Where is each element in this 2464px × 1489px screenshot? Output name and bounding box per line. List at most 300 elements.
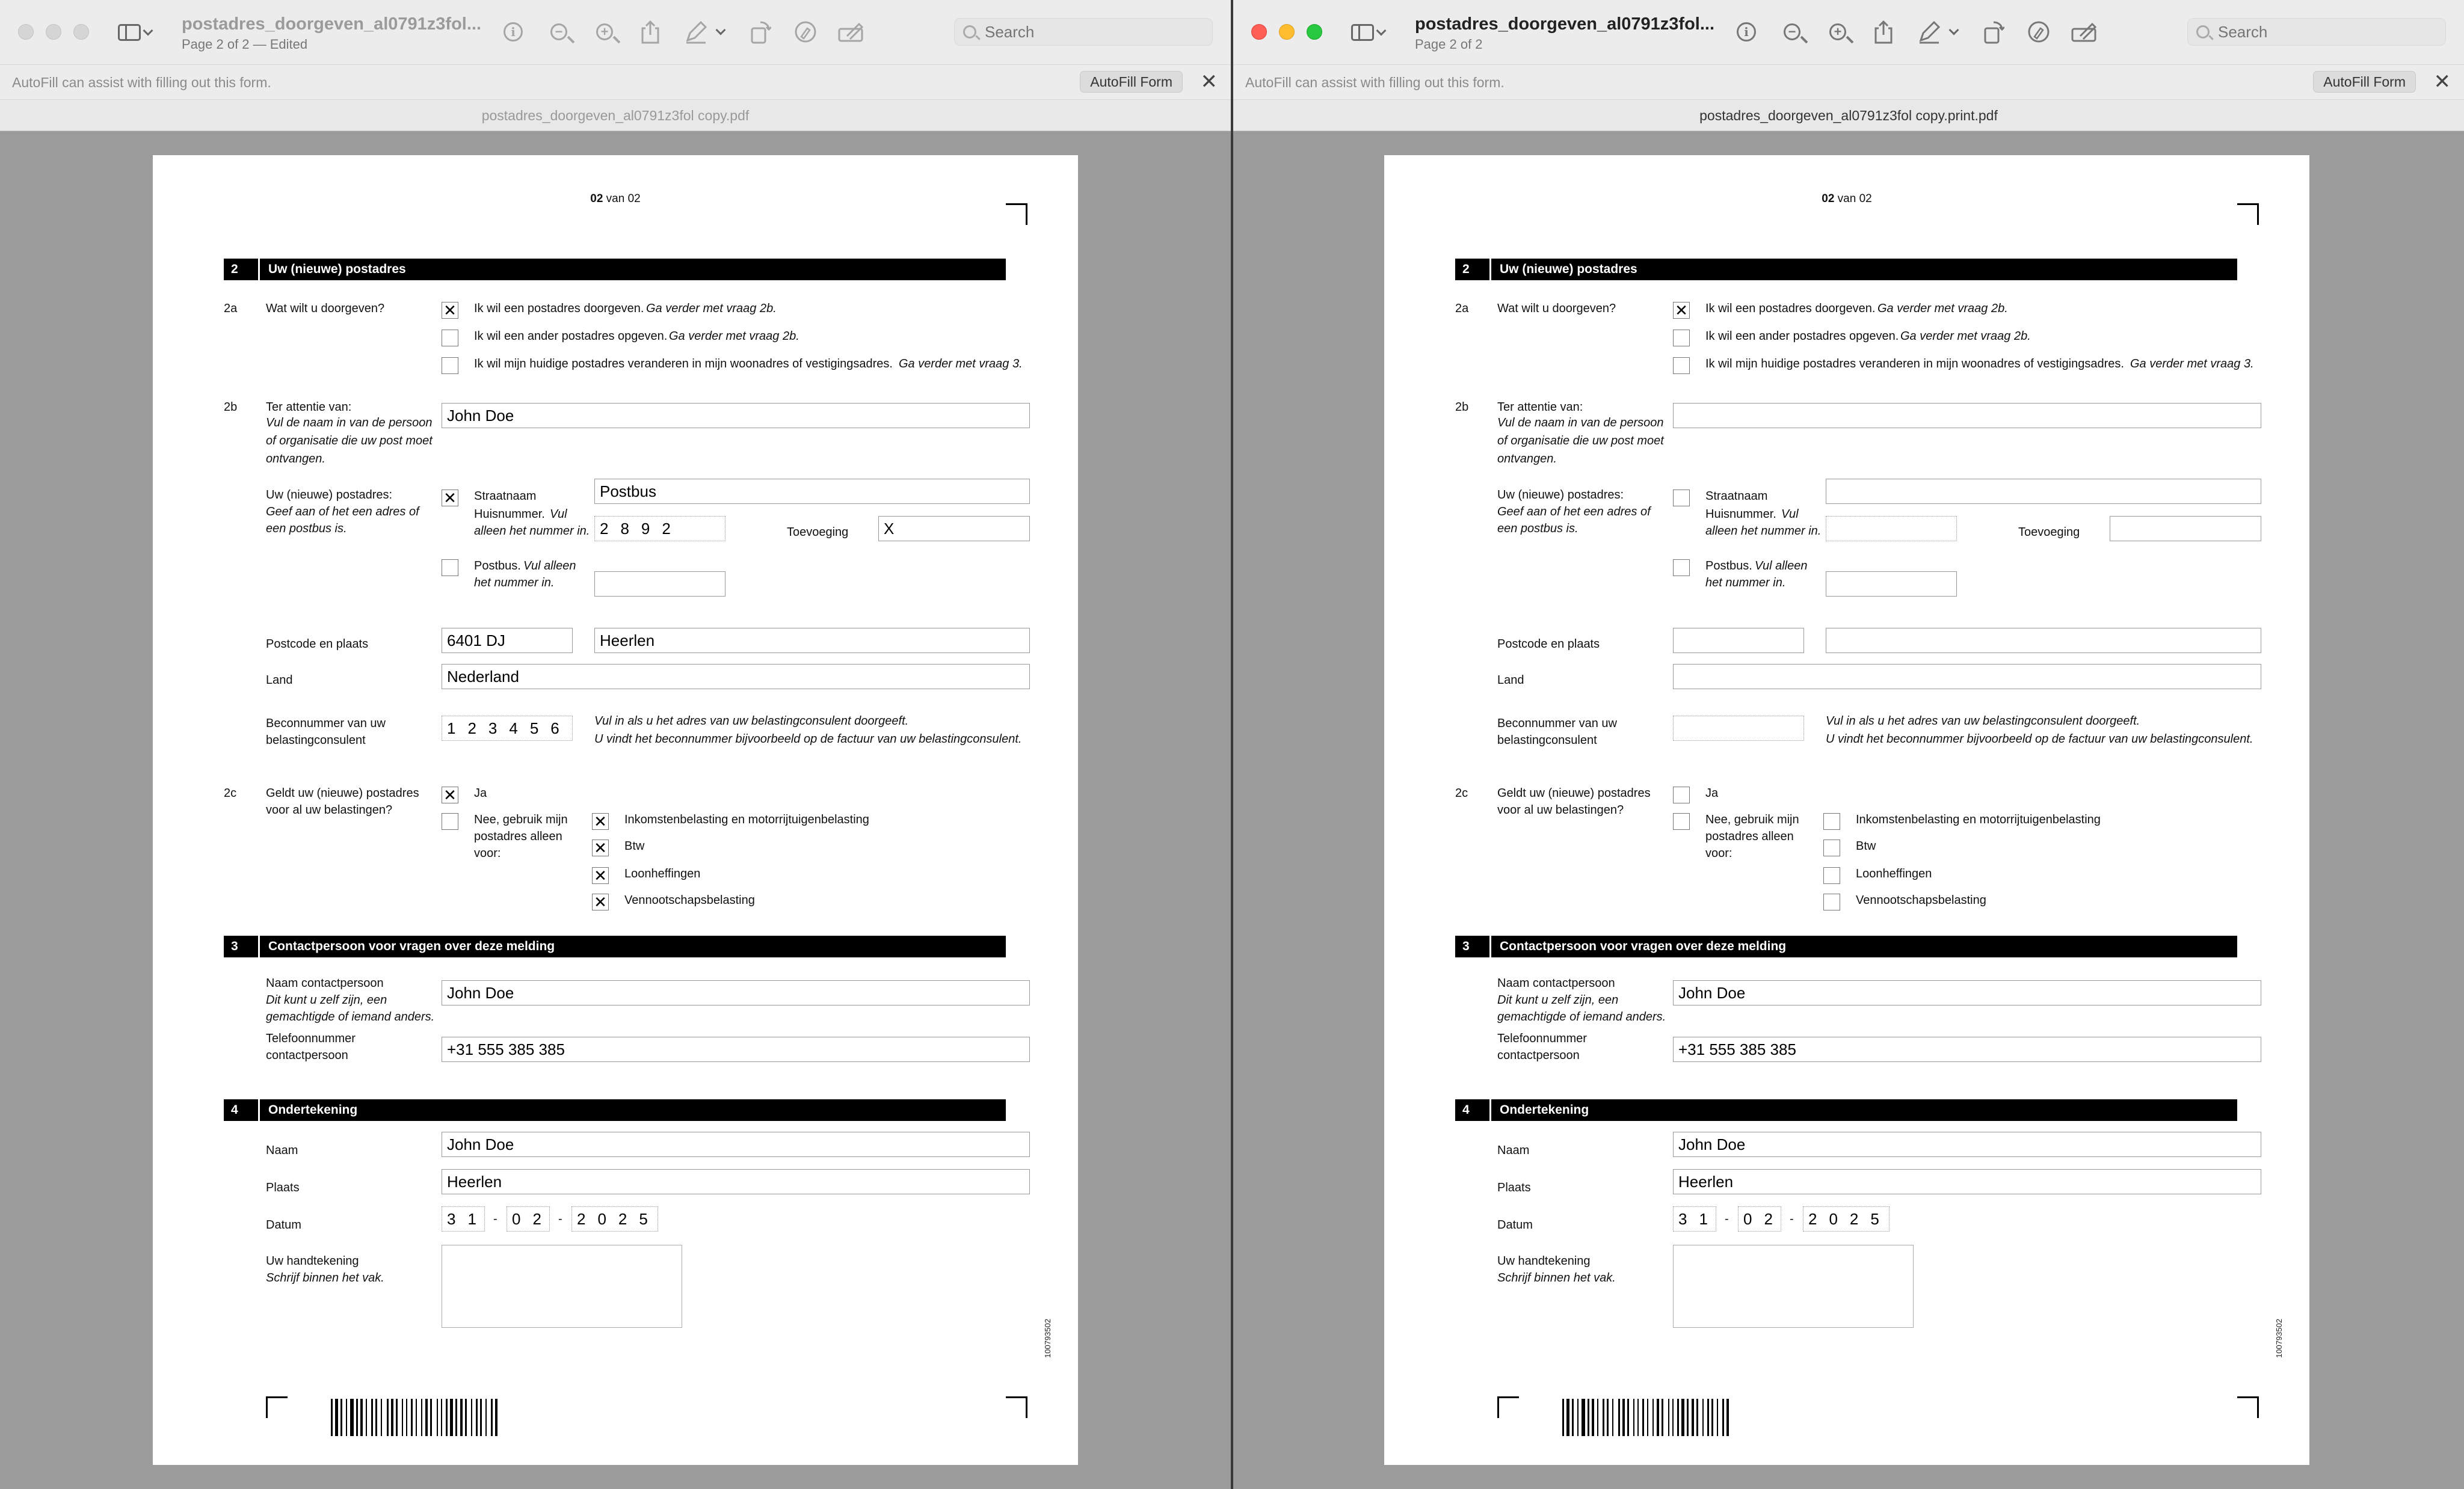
barcode-bar — [1687, 1399, 1689, 1436]
section-number: 4 — [224, 1099, 260, 1121]
form-label: Telefoonnummer — [266, 1032, 356, 1045]
search-icon — [2196, 25, 2210, 38]
land-field[interactable]: Nederland — [442, 664, 1030, 689]
close-icon[interactable]: ✕ — [2433, 70, 2451, 93]
form-label: Vul de naam in van de persoon — [266, 416, 433, 429]
form-label: Naam contactpersoon — [266, 977, 384, 990]
form-label: Postbus. — [1705, 559, 1752, 573]
pdf-page — [153, 155, 1078, 1465]
section-number: 3 — [224, 936, 260, 957]
toevoeging-field[interactable] — [2110, 516, 2261, 541]
form-label: Postcode en plaats — [1497, 637, 1600, 651]
form-fill-icon — [837, 20, 865, 43]
checkbox-nee[interactable] — [1673, 813, 1690, 830]
crop-mark — [2237, 1396, 2259, 1418]
document-subtitle: Page 2 of 2 — [1415, 37, 1483, 52]
form-label: Toevoeging — [787, 526, 849, 539]
barcode-bar — [335, 1399, 338, 1436]
form-label: Beconnummer van uw — [266, 717, 386, 730]
form-label: Postcode en plaats — [266, 637, 369, 651]
checkbox-straatnaam[interactable]: ✕ — [442, 490, 458, 506]
postcode-field[interactable]: 6401 DJ — [442, 628, 573, 653]
checkbox-vennootschapsbelasting[interactable]: ✕ — [592, 894, 609, 910]
date-month-field[interactable]: 02 — [507, 1206, 550, 1232]
form-label: Ja — [474, 787, 487, 800]
date-separator: - — [558, 1212, 562, 1226]
form-label: Geef aan of het een adres of — [266, 505, 419, 518]
form-label: een postbus is. — [266, 522, 347, 535]
page-number-current: 02 — [590, 192, 603, 205]
zoom-out-icon: − — [1784, 23, 1800, 40]
chevron-down-icon — [143, 26, 153, 36]
barcode-bar — [495, 1399, 497, 1436]
markup-pen-icon — [1917, 20, 1941, 44]
document-title: postadres_doorgeven_al0791z3fol... — [1415, 14, 1715, 34]
postcode-field[interactable] — [1673, 628, 1804, 653]
barcode-bar — [360, 1399, 363, 1436]
form-label: Plaats — [266, 1181, 300, 1194]
form-label: Uw handtekening — [1497, 1254, 1591, 1268]
rotate-icon — [1982, 20, 2004, 44]
question-number: 2a — [1455, 302, 1469, 315]
barcode-bar — [1627, 1399, 1629, 1436]
form-label: Ik wil mijn huidige postadres veranderen in mijn woonadres of vestigingsadres. — [1705, 357, 2124, 370]
search-field[interactable] — [954, 18, 1213, 46]
question-label: Wat wilt u doorgeven? — [266, 302, 385, 315]
straatnaam-field[interactable] — [1826, 479, 2261, 504]
checkbox-option-2[interactable] — [1673, 330, 1690, 346]
form-label: Ik wil een postadres doorgeven. — [1705, 302, 1876, 315]
annotate-button[interactable] — [792, 18, 819, 46]
crop-mark — [1006, 203, 1027, 225]
form-label: Geef aan of het een adres of — [1497, 505, 1651, 518]
form-label: Nee, gebruik mijn — [1705, 813, 1799, 826]
form-label: Huisnummer. — [1705, 508, 1776, 521]
barcode-bar — [331, 1399, 333, 1436]
form-label: Schrijf binnen het vak. — [1497, 1271, 1616, 1285]
beconnummer-field[interactable] — [1673, 716, 1804, 741]
search-input[interactable] — [985, 23, 1189, 41]
form-label: Uw handtekening — [266, 1254, 359, 1268]
barcode-bar — [1592, 1399, 1594, 1436]
form-label: U vindt het beconnummer bijvoorbeeld op de factuur van uw belastingconsulent. — [594, 732, 1022, 746]
barcode-bar — [1622, 1399, 1625, 1436]
section-title: Contactpersoon voor vragen over deze melding — [1500, 939, 1787, 953]
question-number: 2b — [224, 401, 238, 414]
barcode-bar — [1652, 1399, 1654, 1436]
form-label: Straatnaam — [474, 490, 537, 503]
form-label: U vindt het beconnummer bijvoorbeeld op de factuur van uw belastingconsulent. — [1826, 732, 2253, 746]
form-label: Vul alleen — [523, 559, 576, 573]
window-controls — [1251, 24, 1322, 40]
form-label: Beconnummer van uw — [1497, 717, 1617, 730]
document-filename: postadres_doorgeven_al0791z3fol copy.print.pdf — [1233, 100, 2464, 131]
zoom-in-icon: + — [596, 23, 613, 40]
form-label: het nummer in. — [474, 576, 555, 589]
info-button[interactable] — [499, 18, 527, 46]
document-titles — [182, 14, 482, 52]
form-label: een postbus is. — [1497, 522, 1578, 535]
barcode-bar — [1662, 1399, 1663, 1436]
zoom-window-button[interactable] — [73, 24, 89, 40]
preview-window-right[interactable] — [1233, 0, 2464, 1489]
date-month-field[interactable]: 02 — [1738, 1206, 1781, 1232]
form-label: Ga verder met vraag 2b. — [669, 330, 799, 343]
date-year-field[interactable]: 2025 — [571, 1206, 658, 1232]
form-label: Ga verder met vraag 2b. — [1900, 330, 2031, 343]
barcode-bar — [1603, 1399, 1604, 1436]
form-label: Geldt uw (nieuwe) postadres — [1497, 787, 1651, 800]
checkbox-option-3[interactable] — [1673, 357, 1690, 374]
form-label: Plaats — [1497, 1181, 1531, 1194]
crop-mark — [266, 1396, 288, 1418]
share-icon — [1873, 20, 1894, 44]
barcode-bar — [421, 1399, 422, 1436]
form-label: ontvangen. — [1497, 452, 1557, 465]
close-icon[interactable]: ✕ — [1200, 70, 1218, 93]
checkbox-straatnaam[interactable] — [1673, 490, 1690, 506]
form-label: Uw (nieuwe) postadres: — [1497, 488, 1624, 502]
barcode — [1562, 1399, 1761, 1436]
barcode-bar — [1637, 1399, 1639, 1436]
form-label: Ga verder met vraag 3. — [899, 357, 1023, 370]
signature-box[interactable] — [442, 1245, 682, 1328]
form-label: ontvangen. — [266, 452, 325, 465]
form-label: of organisatie die uw post moet — [266, 434, 433, 447]
date-separator: - — [493, 1212, 497, 1226]
section-header-3 — [224, 936, 1006, 957]
minimize-window-button[interactable] — [1279, 24, 1295, 40]
section-title: Ondertekening — [268, 1103, 358, 1117]
barcode-bar — [1597, 1399, 1598, 1436]
section-header-3 — [1455, 936, 2237, 957]
checkbox-inkomstenbelasting[interactable] — [1823, 813, 1840, 830]
barcode-bar — [1642, 1399, 1644, 1436]
barcode-bar — [346, 1399, 347, 1436]
form-code: 100793502 — [2275, 1318, 2284, 1358]
form-label: Uw (nieuwe) postadres: — [266, 488, 393, 502]
form-label: Loonheffingen — [624, 867, 701, 880]
chevron-down-icon — [716, 25, 726, 35]
section-number: 2 — [1455, 259, 1491, 280]
form-label: Geldt uw (nieuwe) postadres — [266, 787, 419, 800]
crop-mark — [1006, 1396, 1027, 1418]
chevron-down-icon — [1376, 26, 1387, 36]
barcode-bar — [1681, 1399, 1684, 1436]
barcode-bar — [425, 1399, 428, 1436]
plaats-sign-field[interactable]: Heerlen — [1673, 1169, 2261, 1194]
huisnummer-field[interactable]: 2892 — [594, 516, 725, 541]
section-number: 3 — [1455, 936, 1491, 957]
form-label: Schrijf binnen het vak. — [266, 1271, 384, 1285]
form-label: Btw — [624, 840, 645, 853]
postbus-field[interactable] — [1826, 571, 1957, 597]
autofill-message: AutoFill can assist with filling out this form. — [1245, 75, 1505, 90]
plaats-field[interactable]: Heerlen — [594, 628, 1030, 653]
titlebar[interactable] — [0, 0, 1231, 65]
form-label: Datum — [1497, 1218, 1533, 1232]
barcode-bar — [387, 1399, 389, 1436]
barcode-bar — [485, 1399, 487, 1436]
markup-button[interactable] — [682, 18, 710, 46]
checkbox-postbus[interactable] — [442, 559, 458, 576]
form-label: Nee, gebruik mijn — [474, 813, 568, 826]
contact-name-field[interactable]: John Doe — [1673, 980, 2261, 1005]
barcode-bar — [416, 1399, 417, 1436]
checkbox-vennootschapsbelasting[interactable] — [1823, 894, 1840, 910]
barcode — [331, 1399, 529, 1436]
barcode-bar — [430, 1399, 432, 1436]
rotate-button[interactable] — [746, 18, 774, 46]
form-label: Vul — [1781, 508, 1799, 521]
form-label: Ter attentie van: — [266, 401, 352, 414]
preview-window-left[interactable] — [0, 0, 1231, 1489]
sidebar-toggle-button[interactable] — [1351, 20, 1399, 45]
barcode-bar — [396, 1399, 398, 1436]
ter-attentie-field[interactable]: John Doe — [442, 403, 1030, 428]
checkbox-inkomstenbelasting[interactable]: ✕ — [592, 813, 609, 830]
barcode-bar — [1618, 1399, 1620, 1436]
section-title: Uw (nieuwe) postadres — [268, 262, 406, 276]
date-year-field[interactable]: 2025 — [1803, 1206, 1890, 1232]
form-label: Datum — [266, 1218, 301, 1232]
form-label: Vennootschapsbelasting — [1856, 894, 1986, 907]
form-label: Loonheffingen — [1856, 867, 1932, 880]
barcode-bar — [371, 1399, 373, 1436]
form-label: Vul in als u het adres van uw belastingconsulent doorgeeft. — [594, 714, 909, 728]
ter-attentie-field[interactable] — [1673, 403, 2261, 428]
land-field[interactable] — [1673, 664, 2261, 689]
form-label: Ik wil een ander postadres opgeven. — [1705, 330, 1899, 343]
form-label: Ga verder met vraag 2b. — [1877, 302, 2008, 315]
form-label: Ja — [1705, 787, 1719, 800]
search-icon — [963, 25, 976, 38]
form-label: Vul — [550, 508, 567, 521]
barcode-bar — [1647, 1399, 1648, 1436]
form-label: postadres alleen — [474, 830, 562, 843]
barcode-bar — [406, 1399, 407, 1436]
zoom-out-button[interactable] — [1778, 18, 1806, 46]
close-window-button[interactable] — [1251, 24, 1267, 40]
checkbox-postbus[interactable] — [1673, 559, 1690, 576]
section-title: Ondertekening — [1500, 1103, 1589, 1117]
chevron-down-icon — [1949, 25, 1959, 35]
form-label: Ik wil een postadres doorgeven. — [474, 302, 644, 315]
contact-phone-field[interactable]: +31 555 385 385 — [442, 1037, 1030, 1062]
form-label: Inkomstenbelasting en motorrijtuigenbelasting — [624, 813, 869, 826]
checkbox-ja[interactable] — [1673, 787, 1690, 803]
question-number: 2c — [1455, 787, 1468, 800]
contact-name-field[interactable]: John Doe — [442, 980, 1030, 1005]
page-number-total: van 02 — [603, 192, 641, 205]
share-button[interactable] — [636, 18, 664, 46]
barcode-bar — [1696, 1399, 1698, 1436]
barcode-bar — [1577, 1399, 1578, 1436]
form-label: belastingconsulent — [1497, 734, 1597, 747]
date-day-field[interactable]: 31 — [442, 1206, 485, 1232]
form-label: postadres alleen — [1705, 830, 1794, 843]
checkbox-ja[interactable]: ✕ — [442, 787, 458, 803]
info-icon: i — [504, 22, 523, 41]
beconnummer-field[interactable]: 123456 — [442, 716, 573, 741]
barcode-bar — [1692, 1399, 1694, 1436]
close-window-button[interactable] — [18, 24, 34, 40]
barcode-bar — [1711, 1399, 1713, 1436]
signature-box[interactable] — [1673, 1245, 1914, 1328]
barcode-bar — [1707, 1399, 1709, 1436]
barcode-bar — [375, 1399, 377, 1436]
barcode-bar — [340, 1399, 342, 1436]
form-label: contactpersoon — [1497, 1049, 1580, 1062]
minimize-window-button[interactable] — [46, 24, 61, 40]
barcode-bar — [471, 1399, 472, 1436]
form-fill-button[interactable] — [2071, 18, 2098, 46]
barcode-bar — [1582, 1399, 1585, 1436]
markup-button[interactable] — [1915, 18, 1943, 46]
zoom-in-button[interactable] — [591, 18, 618, 46]
form-label: Telefoonnummer — [1497, 1032, 1587, 1045]
rotate-button[interactable] — [1979, 18, 2007, 46]
document-subtitle: Page 2 of 2 — Edited — [182, 37, 308, 52]
annotate-button[interactable] — [2025, 18, 2053, 46]
checkbox-option-1[interactable]: ✕ — [1673, 302, 1690, 319]
form-label: Naam contactpersoon — [1497, 977, 1615, 990]
form-label: het nummer in. — [1705, 576, 1786, 589]
barcode-bar — [1726, 1399, 1729, 1436]
window-controls — [18, 24, 89, 40]
barcode-bar — [356, 1399, 358, 1436]
checkbox-nee[interactable] — [442, 813, 458, 830]
page-number-current: 02 — [1822, 192, 1835, 205]
barcode-bar — [1572, 1399, 1574, 1436]
checkbox-loonheffingen[interactable]: ✕ — [592, 867, 609, 884]
form-label: Ga verder met vraag 3. — [2130, 357, 2254, 370]
autofill-form-button[interactable]: AutoFill Form — [2313, 71, 2416, 93]
plaats-field[interactable] — [1826, 628, 2261, 653]
plaats-sign-field[interactable]: Heerlen — [442, 1169, 1030, 1194]
form-label: Postbus. — [474, 559, 521, 573]
form-label: Land — [1497, 674, 1524, 687]
form-label: belastingconsulent — [266, 734, 366, 747]
form-label: gemachtigde of iemand anders. — [266, 1010, 435, 1024]
date-day-field[interactable]: 31 — [1673, 1206, 1716, 1232]
section-title: Uw (nieuwe) postadres — [1500, 262, 1637, 276]
barcode-bar — [441, 1399, 442, 1436]
barcode-bar — [1633, 1399, 1634, 1436]
sidebar-toggle-button[interactable] — [118, 20, 166, 45]
form-label: Land — [266, 674, 293, 687]
section-number: 2 — [224, 259, 260, 280]
checkbox-btw[interactable]: ✕ — [592, 840, 609, 856]
question-label: Wat wilt u doorgeven? — [1497, 302, 1616, 315]
autofill-form-button[interactable]: AutoFill Form — [1080, 71, 1183, 93]
form-label: Straatnaam — [1705, 490, 1768, 503]
form-label: voor al uw belastingen? — [266, 803, 393, 817]
section-title: Contactpersoon voor vragen over deze melding — [268, 939, 555, 953]
form-label: Huisnummer. — [474, 508, 545, 521]
form-label: Btw — [1856, 840, 1876, 853]
barcode-bar — [1566, 1399, 1569, 1436]
form-label: voor al uw belastingen? — [1497, 803, 1624, 817]
search-field[interactable] — [2187, 18, 2446, 46]
form-label: Ik wil mijn huidige postadres veranderen in mijn woonadres of vestigingsadres. — [474, 357, 893, 370]
markup-menu-button[interactable] — [1947, 18, 1961, 46]
zoom-out-button[interactable] — [545, 18, 573, 46]
toevoeging-field[interactable]: X — [878, 516, 1030, 541]
checkbox-loonheffingen[interactable] — [1823, 867, 1840, 884]
sidebar-icon — [1351, 24, 1374, 41]
straatnaam-field[interactable]: Postbus — [594, 479, 1030, 504]
naam-field[interactable]: John Doe — [442, 1132, 1030, 1157]
barcode-bar — [1702, 1399, 1704, 1436]
checkbox-option-2[interactable] — [442, 330, 458, 346]
annotate-icon — [2027, 20, 2050, 43]
section-header-2 — [1455, 259, 2237, 280]
barcode-bar — [450, 1399, 453, 1436]
barcode-bar — [1612, 1399, 1613, 1436]
contact-phone-field[interactable]: +31 555 385 385 — [1673, 1037, 2261, 1062]
info-icon: i — [1737, 22, 1756, 41]
markup-menu-button[interactable] — [713, 18, 728, 46]
section-header-4 — [1455, 1099, 2237, 1121]
barcode-bar — [1607, 1399, 1609, 1436]
titlebar[interactable] — [1233, 0, 2464, 65]
pdf-page — [1384, 155, 2309, 1465]
form-fill-button[interactable] — [837, 18, 865, 46]
postbus-field[interactable] — [594, 571, 725, 597]
form-label: contactpersoon — [266, 1049, 348, 1062]
share-icon — [640, 20, 661, 44]
barcode-bar — [437, 1399, 438, 1436]
barcode-bar — [1562, 1399, 1564, 1436]
autofill-bar — [0, 65, 1231, 100]
annotate-icon — [794, 20, 817, 43]
document-titles — [1415, 14, 1716, 52]
form-label: of organisatie die uw post moet — [1497, 434, 1664, 447]
barcode-bar — [381, 1399, 382, 1436]
crop-mark — [2237, 203, 2259, 225]
barcode-bar — [455, 1399, 457, 1436]
barcode-bar — [402, 1399, 403, 1436]
date-separator: - — [1790, 1212, 1794, 1226]
checkbox-option-3[interactable] — [442, 357, 458, 374]
search-input[interactable] — [2218, 23, 2422, 41]
zoom-window-button[interactable] — [1307, 24, 1322, 40]
section-number: 4 — [1455, 1099, 1491, 1121]
section-header-4 — [224, 1099, 1006, 1121]
form-label: alleen het nummer in. — [1705, 524, 1822, 538]
info-button[interactable] — [1732, 18, 1760, 46]
barcode-bar — [1722, 1399, 1724, 1436]
barcode-bar — [476, 1399, 478, 1436]
checkbox-btw[interactable] — [1823, 840, 1840, 856]
form-label: voor: — [1705, 847, 1732, 860]
question-number: 2a — [224, 302, 238, 315]
zoom-in-button[interactable] — [1824, 18, 1852, 46]
huisnummer-field[interactable] — [1826, 516, 1957, 541]
checkbox-option-1[interactable]: ✕ — [442, 302, 458, 319]
form-label: Ik wil een ander postadres opgeven. — [474, 330, 668, 343]
barcode-bar — [1668, 1399, 1669, 1436]
naam-field[interactable]: John Doe — [1673, 1132, 2261, 1157]
autofill-message: AutoFill can assist with filling out this form. — [12, 75, 271, 90]
barcode-bar — [1717, 1399, 1718, 1436]
sidebar-icon — [118, 24, 141, 41]
form-label: Naam — [266, 1144, 298, 1157]
toolbar — [1732, 18, 2116, 46]
share-button[interactable] — [1870, 18, 1897, 46]
barcode-bar — [1657, 1399, 1659, 1436]
